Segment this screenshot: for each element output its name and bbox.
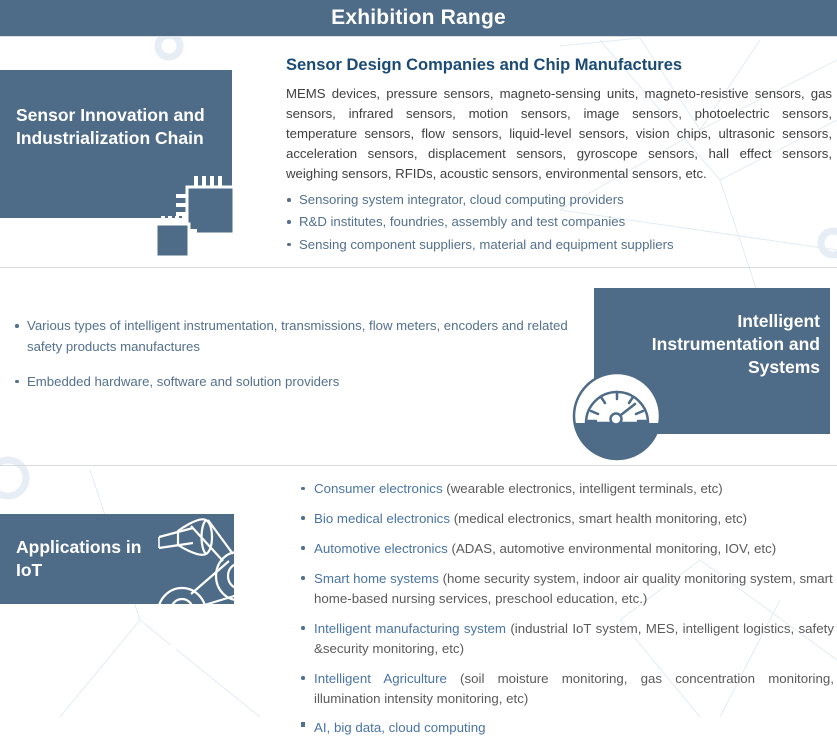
list-item-detail: (ADAS, automotive environmental monitoring, IOV, etc) <box>451 540 777 556</box>
section-divider-2 <box>0 465 837 466</box>
list-item-detail: (wearable electronics, intelligent terminals, etc) <box>446 481 723 496</box>
list-item <box>300 669 834 709</box>
list-item-lead: Intelligent manufacturing system <box>314 620 511 636</box>
list-item-detail: (home security system, indoor air quality monitoring system, smart home-based nursing services, preschool education, etc.) <box>314 570 833 606</box>
list-item: Various types of intelligent instrumentation, transmissions, flow meters, encoders and related safety products manufactures <box>14 316 574 358</box>
section-body-sensor-design: MEMS devices, pressure sensors, magneto-sensing units, magneto-resistive sensors, gas sensors, infrared sensors, motion sensors, image sensors, photoelectric sensors, temperature sensors, flow sensors, liquid-level sensors, vision chips, ultrasonic sensors, acceleration sensors, displacement sensors, gyroscope sensors, hall effect sensors, weighing sensors, RFIDs, acoustic sensors, environmental sensors, etc. <box>286 86 832 182</box>
section-box-label-intelligent-instrumentation: Intelligent Instrumentation and Systems <box>651 311 820 378</box>
section-heading-sensor-design: Sensor Design Companies and Chip Manufactures <box>286 56 683 74</box>
bullet-list-sensor-innovation <box>286 190 832 257</box>
page-title: Exhibition Range <box>331 6 506 29</box>
section-box-label-applications-in-iot: Applications in IoT <box>16 537 142 581</box>
list-item-lead: AI, big data, cloud computing <box>314 720 486 736</box>
list-item: Sensing component suppliers, material and equipment suppliers <box>286 235 832 255</box>
bullet-list-intelligent-instrumentation <box>14 316 574 407</box>
list-item <box>300 479 834 499</box>
list-item <box>300 718 834 738</box>
microchip-icon <box>140 168 260 273</box>
header-bar <box>0 0 837 37</box>
list-item <box>300 509 834 529</box>
robot-arm-icon <box>134 514 264 652</box>
list-item <box>300 619 834 659</box>
bullet-list-applications-in-iot <box>300 479 834 748</box>
list-item: Embedded hardware, software and solution providers <box>14 372 574 393</box>
list-item: Sensoring system integrator, cloud computing providers <box>286 190 832 210</box>
gauge-icon <box>572 371 662 461</box>
list-item-lead: Bio medical electronics <box>314 510 454 526</box>
list-item-detail: (industrial IoT system, MES, intelligent logistics, safety &security monitoring, etc) <box>314 620 834 656</box>
list-item <box>300 569 834 609</box>
list-item-detail: (soil moisture monitoring, gas concentration monitoring, illumination intensity monitoring, etc) <box>314 670 834 706</box>
section-box-label-sensor-innovation: Sensor Innovation and Industrialization Chain <box>16 105 205 149</box>
list-item-lead: Automotive electronics <box>314 540 452 556</box>
list-item: R&D institutes, foundries, assembly and test companies <box>286 212 832 232</box>
section-divider-1 <box>0 267 837 268</box>
list-item-lead: Consumer electronics <box>314 481 447 496</box>
list-item-lead: Intelligent Agriculture <box>314 670 461 686</box>
list-item <box>300 539 834 559</box>
list-item-detail: (medical electronics, smart health monitoring, etc) <box>453 510 748 526</box>
list-item-lead: Smart home systems <box>314 570 443 586</box>
